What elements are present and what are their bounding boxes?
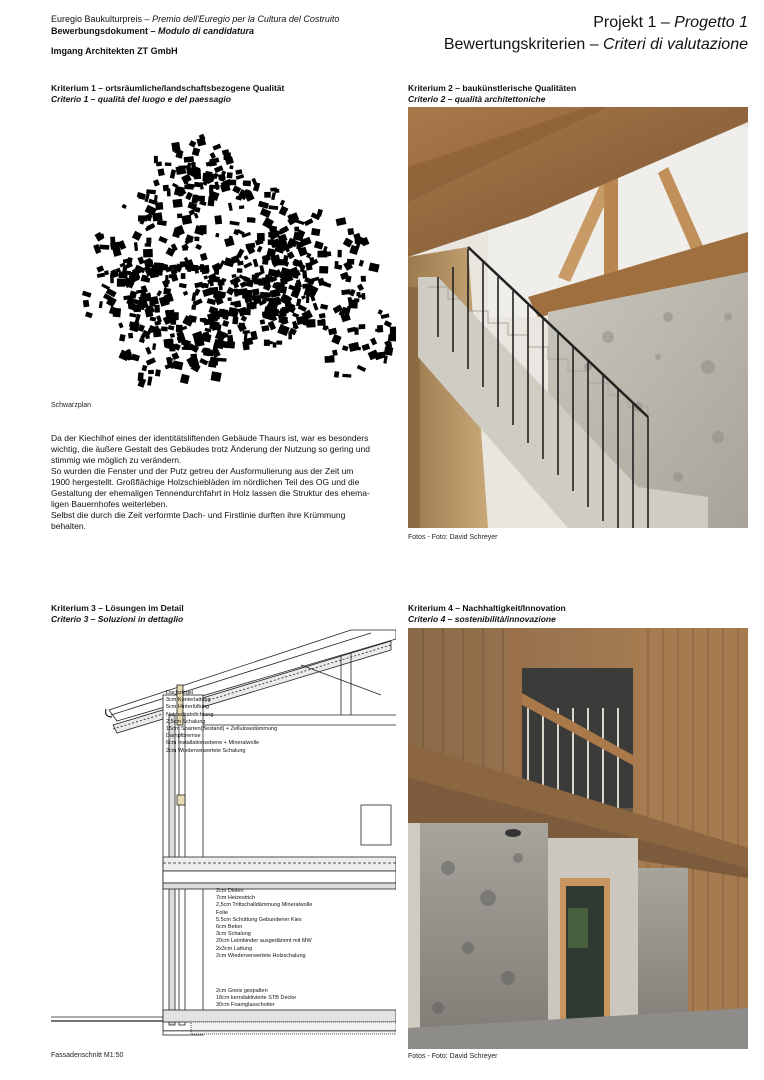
building-footprint — [170, 333, 175, 338]
section-drawing — [51, 625, 396, 1045]
building-footprint — [229, 165, 233, 169]
building-footprint — [253, 259, 259, 268]
building-footprint — [166, 357, 173, 366]
building-footprint — [189, 140, 197, 147]
building-footprint — [273, 342, 277, 347]
building-footprint — [332, 350, 338, 357]
building-footprint — [228, 297, 232, 301]
building-footprint — [274, 189, 279, 193]
building-footprint — [214, 267, 219, 275]
building-footprint — [200, 253, 208, 261]
building-footprint — [280, 259, 287, 266]
building-footprint — [276, 282, 285, 287]
building-footprint — [211, 371, 222, 382]
building-footprint — [347, 228, 354, 235]
building-footprint — [185, 192, 193, 201]
building-footprint — [228, 203, 233, 212]
building-footprint — [156, 161, 162, 166]
building-footprint — [320, 304, 328, 310]
floor-layer-list: 2cm Dielen 7cm Heizestrich 2,5cm Trittschalldämmung Mineralwolle Folie 5,5cm Schüttung Gebundener Kies 6cm Beton 3cm Schalung 20cm Leimbinder ausgedämmt mit MW 2x3cm Lattung 2cm Wiederverwertete Holzschalung — [216, 888, 313, 959]
building-footprint — [222, 320, 229, 327]
building-footprint — [161, 326, 168, 331]
building-footprint — [142, 365, 148, 371]
facade-section-drawing — [51, 625, 396, 1045]
building-footprint — [368, 263, 379, 273]
building-footprint — [258, 201, 269, 209]
building-footprint — [301, 295, 306, 300]
building-footprint — [180, 374, 190, 384]
building-footprint — [206, 289, 213, 293]
building-footprint — [195, 244, 202, 250]
building-footprint — [129, 313, 136, 318]
building-footprint — [218, 358, 227, 362]
building-footprint — [243, 262, 252, 269]
building-footprint — [148, 370, 154, 375]
building-footprint — [190, 354, 197, 363]
building-footprint — [313, 302, 319, 310]
building-footprint — [155, 202, 163, 210]
building-footprint — [251, 295, 260, 300]
building-footprint — [292, 312, 299, 318]
k1-description: Da der Kiechlhof eines der identitätsliftenden Gebäude Thaurs ist, war es besonders wichtig, die äußere Gestalt des Gebäudes trotz Änderung der Nutzung so gering und stimmig wie möglich zu verändern. So wurden die Fenster und der Putz getreu der Ausformulierung aus der Zeit um 1900 hergestellt. Großflächige Holzschiebläden im nördlichen Teil des OG und die Gestaltung der ehemaligen Tennendurchfahrt in Holz lassen die Struktur des ehema- ligen Bauernhofes weiterleben. Selbst die durch die Zeit verformte Dach- und Firstlinie durften ihre Krümmung behalten. — [51, 433, 370, 531]
building-footprint — [176, 166, 187, 175]
building-footprint — [345, 276, 351, 283]
building-footprint — [242, 341, 249, 350]
building-footprint — [242, 290, 252, 298]
building-footprint — [207, 298, 216, 305]
building-footprint — [378, 309, 383, 315]
building-footprint — [272, 230, 282, 234]
building-footprint — [209, 185, 213, 194]
building-footprint — [370, 337, 377, 345]
building-footprint — [134, 242, 138, 251]
building-footprint — [150, 316, 157, 321]
building-footprint — [224, 152, 231, 160]
building-footprint — [342, 374, 351, 378]
building-footprint — [268, 205, 278, 210]
building-footprint — [154, 305, 160, 313]
building-footprint — [319, 313, 326, 319]
header-meta — [51, 13, 339, 57]
building-footprint — [137, 256, 144, 264]
building-footprint — [317, 320, 325, 326]
building-footprint — [110, 237, 115, 244]
building-footprint — [237, 268, 243, 272]
building-footprint — [328, 328, 337, 336]
building-footprint — [280, 200, 285, 206]
building-footprint — [166, 280, 170, 285]
building-footprint — [119, 271, 128, 278]
building-footprint — [277, 324, 290, 336]
building-footprint — [208, 361, 217, 368]
building-footprint — [243, 180, 251, 186]
building-footprint — [342, 345, 349, 351]
staircase-photo-illustration — [408, 107, 748, 528]
building-footprint — [338, 250, 342, 258]
k1-caption: Schwarzplan — [51, 402, 92, 409]
criteria-title: Bewertungskriterien – Criteri di valutazione — [443, 36, 748, 53]
k1-title: Kriterium 1 – ortsräumliche/landschaftsbezogene Qualität Criterio 1 – qualità del luogo e del paessagio — [51, 83, 285, 104]
building-footprint — [156, 290, 162, 296]
building-footprint — [145, 347, 151, 355]
building-footprint — [155, 369, 161, 376]
building-footprint — [384, 320, 392, 327]
building-footprint — [327, 251, 332, 256]
building-footprint — [390, 327, 396, 335]
building-footprint — [288, 332, 292, 340]
building-footprint — [268, 239, 276, 245]
building-footprint — [82, 291, 92, 298]
building-footprint — [213, 144, 222, 151]
building-footprint — [158, 236, 167, 244]
building-footprint — [168, 325, 175, 331]
building-footprint — [359, 260, 365, 267]
building-footprint — [95, 232, 104, 242]
building-footprint — [357, 284, 364, 292]
building-footprint — [169, 344, 175, 351]
building-footprint — [153, 179, 160, 186]
building-footprint — [362, 293, 366, 300]
building-footprint — [158, 168, 165, 176]
header-line-document: Bewerbungsdokument – Modulo di candidatura — [51, 26, 255, 36]
building-footprint — [143, 249, 153, 258]
building-footprint — [317, 209, 323, 217]
building-footprint — [138, 372, 144, 381]
building-footprint — [334, 264, 342, 270]
header-line-prize: Euregio Baukulturpreis – Premio dell'Euregio per la Cultura del Costruito — [51, 14, 340, 24]
building-footprint — [388, 342, 392, 350]
building-footprint — [336, 217, 347, 226]
building-footprint — [252, 178, 258, 185]
page-title — [444, 12, 748, 56]
building-footprint — [309, 257, 314, 262]
building-footprint — [165, 162, 172, 166]
building-footprint — [184, 156, 194, 163]
building-footprint — [247, 217, 256, 223]
building-footprint — [276, 341, 282, 345]
building-footprint — [83, 300, 90, 308]
building-footprint — [227, 172, 233, 178]
building-footprint — [118, 322, 123, 328]
building-footprint — [191, 162, 195, 169]
building-footprint — [377, 325, 383, 333]
building-footprint — [241, 315, 248, 322]
building-footprint — [311, 228, 320, 236]
building-footprint — [244, 255, 249, 260]
k4-title: Kriterium 4 – Nachhaltigkeit/Innovation Criterio 4 – sostenibilità/innovazione — [408, 603, 566, 624]
building-footprint — [255, 239, 264, 246]
building-footprint — [381, 313, 390, 319]
building-footprint — [347, 259, 354, 265]
building-footprint — [177, 213, 182, 218]
building-footprint — [214, 215, 222, 224]
building-footprint — [179, 283, 187, 288]
building-footprint — [203, 275, 208, 280]
building-footprint — [228, 330, 232, 335]
building-footprint — [138, 193, 146, 200]
building-footprint — [169, 274, 176, 278]
building-footprint — [132, 231, 142, 241]
building-footprint — [294, 227, 299, 232]
building-footprint — [357, 365, 367, 372]
building-footprint — [104, 270, 109, 275]
facade-photo-illustration — [408, 628, 748, 1049]
building-footprint — [181, 215, 192, 225]
building-footprint — [295, 219, 305, 225]
building-footprint — [214, 276, 220, 282]
building-footprint — [359, 324, 366, 329]
building-footprint — [234, 300, 242, 307]
building-footprint — [145, 243, 151, 247]
building-footprint — [304, 218, 314, 226]
building-footprint — [139, 338, 145, 343]
building-footprint — [85, 312, 93, 319]
ground-layer-list: 2cm Gneis gespalten 18cm kerndaktivierte STB Decke 30cm Foamglasschotter — [216, 988, 297, 1009]
building-footprint — [163, 185, 169, 191]
building-footprint — [235, 169, 242, 175]
building-footprint — [331, 334, 341, 345]
k3-title: Kriterium 3 – Lösungen im Detail Criterio 3 – Soluzioni in dettaglio — [51, 603, 184, 624]
building-footprint — [113, 308, 121, 318]
building-footprint — [256, 279, 261, 284]
building-footprint — [192, 147, 200, 156]
building-footprint — [184, 185, 194, 190]
building-footprint — [245, 243, 255, 249]
building-footprint — [194, 237, 199, 242]
building-footprint — [172, 360, 183, 370]
building-footprint — [170, 169, 176, 178]
roof-layer-list: Dachziegel 3cm Konterlattung 5cm Hinterlüftung Notdachabdichtung 2,5cm Schalung 15cm Sparren(Bestand) + Zellulosedämmung Dampfbremse 6cm Installationsebene + Mineralwolle 2cm Wiederverwertete Schalung — [166, 690, 278, 754]
figure-ground-map — [51, 105, 396, 395]
building-footprint — [286, 305, 291, 312]
building-footprint — [197, 137, 207, 146]
building-footprint — [242, 308, 251, 315]
building-footprint — [246, 303, 256, 309]
building-footprint — [264, 340, 270, 346]
building-footprint — [99, 245, 109, 250]
building-footprint — [261, 325, 269, 332]
building-footprint — [259, 265, 264, 272]
figure-ground-plan — [51, 105, 396, 395]
building-footprint — [229, 221, 239, 226]
building-footprint — [252, 288, 260, 295]
building-footprint — [97, 273, 105, 278]
building-footprint — [260, 208, 271, 218]
building-footprint — [146, 357, 156, 365]
k4-caption: Fotos - Foto: David Schreyer — [408, 1053, 498, 1060]
building-footprint — [362, 343, 371, 351]
building-footprint — [202, 265, 210, 273]
k2-caption: Fotos - Foto: David Schreyer — [408, 534, 498, 541]
building-footprint — [357, 347, 361, 351]
building-footprint — [181, 273, 186, 279]
building-footprint — [101, 283, 110, 290]
building-footprint — [210, 152, 216, 159]
building-footprint — [228, 307, 239, 318]
building-footprint — [232, 274, 237, 278]
building-footprint — [257, 246, 263, 253]
photo-staircase — [408, 107, 748, 528]
building-footprint — [226, 287, 234, 296]
project-title: Projekt 1 – Progetto 1 — [593, 14, 748, 31]
photo-facade — [408, 628, 748, 1049]
building-footprint — [314, 241, 324, 250]
building-footprint — [271, 192, 276, 200]
header-architect: Imgang Architekten ZT GmbH — [51, 46, 178, 56]
building-footprint — [219, 282, 223, 290]
building-footprint — [119, 334, 126, 342]
building-footprint — [146, 238, 151, 244]
building-footprint — [157, 220, 167, 226]
building-footprint — [199, 358, 208, 366]
building-footprint — [334, 371, 340, 378]
building-footprint — [325, 356, 335, 363]
building-footprint — [128, 333, 133, 339]
building-footprint — [96, 265, 104, 272]
building-footprint — [99, 301, 103, 308]
building-footprint — [152, 343, 156, 350]
building-footprint — [264, 192, 271, 198]
building-footprint — [147, 376, 152, 386]
building-footprint — [215, 233, 219, 238]
k2-title: Kriterium 2 – baukünstlerische Qualitäten Criterio 2 – qualità architettoniche — [408, 83, 577, 104]
building-footprint — [232, 317, 238, 325]
building-footprint — [183, 291, 188, 296]
building-footprint — [122, 204, 127, 209]
building-footprint — [348, 299, 358, 308]
building-footprint — [319, 266, 328, 274]
building-footprint — [260, 319, 265, 324]
building-footprint — [239, 205, 245, 209]
building-footprint — [361, 276, 366, 282]
building-footprint — [170, 318, 176, 325]
building-footprint — [173, 199, 183, 208]
k3-caption: Fassadenschnitt M1:50 — [51, 1052, 124, 1059]
building-footprint — [279, 206, 289, 216]
building-footprint — [236, 174, 245, 180]
